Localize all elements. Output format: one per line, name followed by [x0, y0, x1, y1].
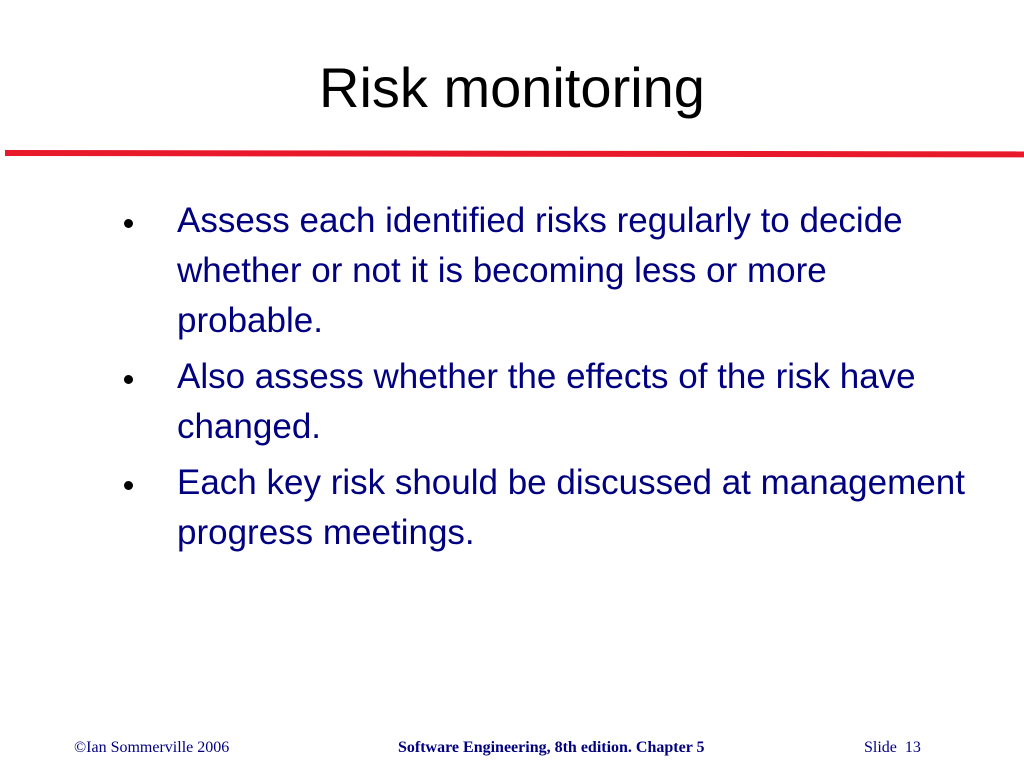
bullet-item [120, 196, 980, 346]
bullet-item [120, 458, 980, 558]
bullet-text: Assess each identified risks regularly to decide whether or not it is becoming less or more probable. [177, 201, 903, 340]
slide-title: Risk monitoring [319, 56, 705, 119]
footer-slide-number: Slide 13 [864, 739, 921, 756]
title-divider [5, 150, 1024, 157]
bullet-list [120, 196, 980, 564]
footer-copyright: ©Ian Sommerville 2006 [74, 739, 230, 756]
bullet-text: Also assess whether the effects of the risk have changed. [177, 357, 916, 446]
bullet-dot-icon [124, 219, 133, 228]
bullet-dot-icon [124, 375, 133, 384]
bullet-item [120, 352, 980, 452]
bullet-text: Each key risk should be discussed at management progress meetings. [177, 463, 965, 552]
bullet-dot-icon [124, 481, 133, 490]
footer-book-title: Software Engineering, 8th edition. Chapter 5 [398, 739, 705, 756]
